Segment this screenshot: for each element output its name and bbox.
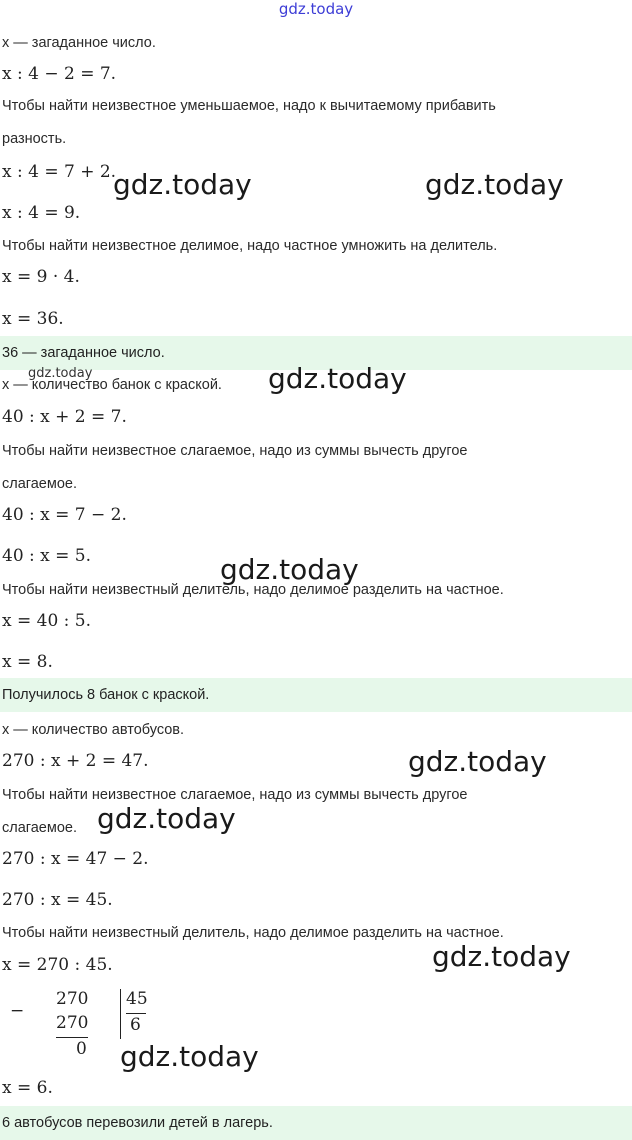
- watermark: gdz.today: [113, 168, 252, 201]
- equation-line: x = 9 · 4.: [2, 267, 80, 287]
- equation-line: x : 4 = 9.: [2, 203, 81, 223]
- text-line: разность.: [2, 131, 67, 147]
- text-line: x — количество банок с краской.: [2, 377, 222, 393]
- division-quotient: 6: [130, 1015, 141, 1035]
- division-remainder: 0: [76, 1039, 87, 1059]
- equation-line: 40 : x = 5.: [2, 546, 92, 566]
- equation-line: x = 40 : 5.: [2, 611, 92, 631]
- text-line: Чтобы найти неизвестное слагаемое, надо из суммы вычесть другое: [2, 443, 468, 459]
- division-rule: [56, 1037, 88, 1038]
- answer-line: 36 — загаданное число.: [0, 336, 632, 370]
- equation-line: x = 270 : 45.: [2, 955, 113, 975]
- long-division: [0, 985, 200, 1059]
- answer-line: 6 автобусов перевозили детей в лагерь.: [0, 1106, 632, 1140]
- division-divisor: 45: [126, 989, 148, 1009]
- equation-line: 40 : x + 2 = 7.: [2, 407, 127, 427]
- watermark: gdz.today: [432, 940, 571, 973]
- text-line: Чтобы найти неизвестное слагаемое, надо из суммы вычесть другое: [2, 787, 468, 803]
- equation-line: 270 : x = 47 − 2.: [2, 849, 149, 869]
- equation-line: x = 8.: [2, 652, 53, 672]
- equation-line: x = 36.: [2, 309, 64, 329]
- equation-line: x = 6.: [2, 1078, 53, 1098]
- text-line: Чтобы найти неизвестное делимое, надо частное умножить на делитель.: [2, 238, 498, 254]
- equation-line: 40 : x = 7 − 2.: [2, 505, 127, 525]
- watermark: gdz.today: [425, 168, 564, 201]
- division-divisor-rule: [126, 1013, 146, 1014]
- watermark: gdz.today: [220, 553, 359, 586]
- watermark-top: gdz.today: [278, 0, 354, 18]
- answer-line: Получилось 8 банок с краской.: [0, 678, 632, 712]
- watermark-small: gdz.today: [28, 366, 93, 381]
- equation-line: x : 4 − 2 = 7.: [2, 64, 117, 84]
- watermark: gdz.today: [120, 1040, 259, 1073]
- equation-line: 270 : x = 45.: [2, 890, 113, 910]
- text-line: x — загаданное число.: [2, 35, 156, 51]
- division-minus: −: [10, 1001, 25, 1021]
- equation-line: x : 4 = 7 + 2.: [2, 162, 117, 182]
- equation-line: 270 : x + 2 = 47.: [2, 751, 149, 771]
- text-line: слагаемое.: [2, 476, 77, 492]
- watermark: gdz.today: [97, 802, 236, 835]
- watermark: gdz.today: [408, 745, 547, 778]
- watermark: gdz.today: [268, 362, 407, 395]
- division-vertical-bar: [120, 989, 121, 1039]
- text-line: Чтобы найти неизвестный делитель, надо делимое разделить на частное.: [2, 582, 504, 598]
- text-line: x — количество автобусов.: [2, 722, 185, 738]
- text-line: Чтобы найти неизвестный делитель, надо делимое разделить на частное.: [2, 925, 504, 941]
- division-subtrahend: 270: [56, 1013, 89, 1033]
- division-dividend: 270: [56, 989, 89, 1009]
- text-line: слагаемое.: [2, 820, 77, 836]
- text-line: Чтобы найти неизвестное уменьшаемое, надо к вычитаемому прибавить: [2, 98, 496, 114]
